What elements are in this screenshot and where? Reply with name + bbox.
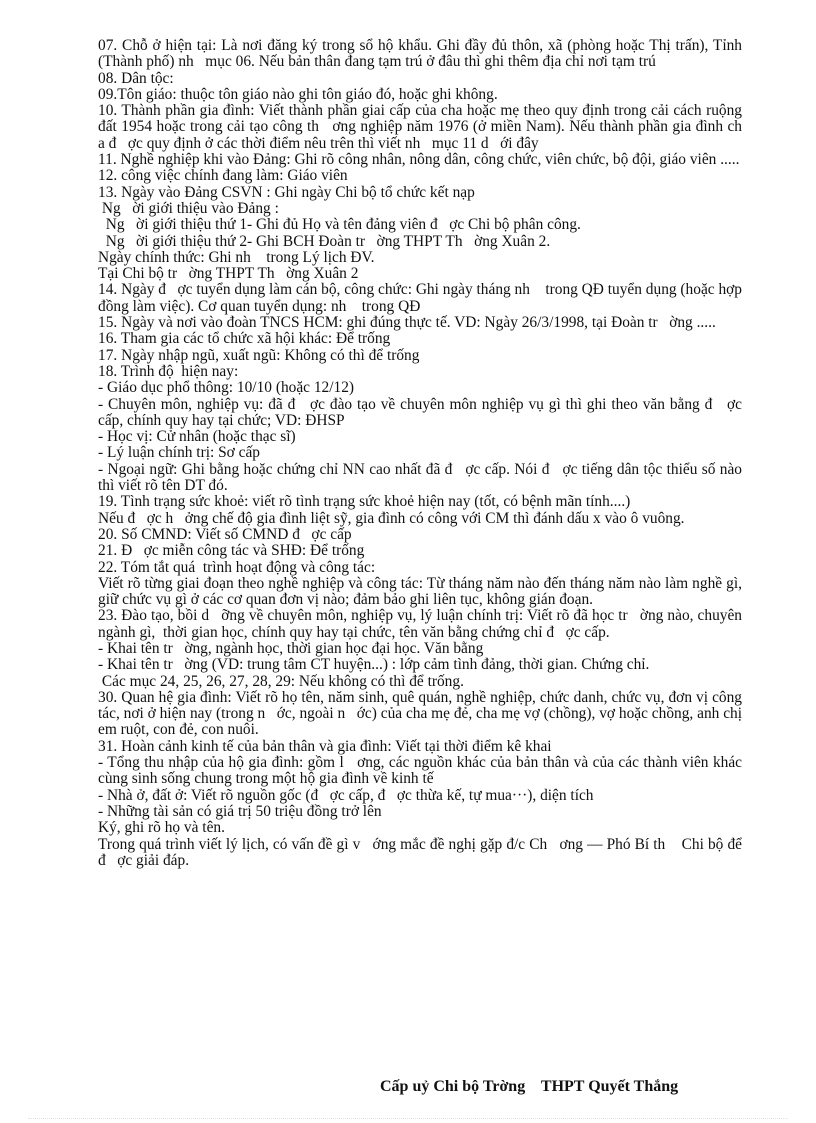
introducer-1: Ng ời giới thiệu thứ 1- Ghi đủ Họ và tên đảng viên đ ợc Chi bộ phân công. <box>98 216 581 234</box>
item-21-exemption: 21. Đ ợc miễn công tác và SHĐ: Để trống <box>98 542 365 560</box>
item-19-health: 19. Tình trạng sức khoẻ: viết rõ tình trạng sức khoẻ hiện nay (tốt, có bệnh mãn tính....) <box>98 493 631 511</box>
item-07-current-address: 07. Chỗ ở hiện tại: Là nơi đăng ký trong sổ hộ khẩu. Ghi đầy đủ thôn, xã (phòng hoặc Thị trấn), Tỉnh (Thành phố) nh mục 06. Nếu bản thân đang tạm trú ở đâu thì ghi thêm địa chỉ nơi tạm trú <box>98 37 746 71</box>
item-17-military: 17. Ngày nhập ngũ, xuất ngũ: Không có thì để trống <box>98 346 420 364</box>
martyr-family-note: Nếu đ ợc h ởng chế độ gia đình liệt sỹ, gia đình có công với CM thì đánh dấu x vào ô vuông. <box>98 509 685 527</box>
valuable-assets: - Những tài sản có giá trị 50 triệu đồng trở lên <box>98 802 382 820</box>
general-education: - Giáo dục phổ thông: 10/10 (hoặc 12/12) <box>98 379 355 397</box>
political-theory: - Lý luận chính trị: Sơ cấp <box>98 444 261 462</box>
item-22-work-history-heading: 22. Tóm tắt quá trình hoạt động và công tác: <box>98 558 376 576</box>
professional-qualification: - Chuyên môn, nghiệp vụ: đã đ ợc đào tạo về chuyên môn nghiệp vụ gì thì ghi theo văn bằng đ ợc cấp, chính quy hay tại chức; VD: ĐHSP <box>98 395 746 429</box>
item-10-family-class: 10. Thành phần gia đình: Viết thành phần giai cấp của cha hoặc mẹ theo quy định trong cải cách ruộng đất 1954 hoặc trong cải tạo công th ơng nghiệp năm 1976 (ở miền Nam). Nếu thành phần gia đình ch a đ ợc quy định ở các thời điểm nêu trên thì viết nh mục 11 d ới đây <box>98 102 754 152</box>
item-09-religion: 09.Tôn giáo: thuộc tôn giáo nào ghi tôn giáo đó, hoặc ghi không. <box>98 85 498 103</box>
item-18-education-heading: 18. Trình độ hiện nay: <box>98 362 239 380</box>
foreign-language: - Ngoại ngữ: Ghi bằng hoặc chứng chỉ NN cao nhất đã đ ợc cấp. Nói đ ợc tiếng dân tộc thiểu số nào thì viết rõ tên DT đó. <box>98 460 746 495</box>
item-14-recruitment: 14. Ngày đ ợc tuyển dụng làm cán bộ, công chức: Ghi ngày tháng nh trong QĐ tuyển dụng (hoặc hợp đồng làm việc). Cơ quan tuyển dụng: nh trong QĐ <box>98 281 746 315</box>
official-date: Ngày chính thức: Ghi nh trong Lý lịch ĐV. <box>98 248 375 266</box>
item-12-current-job: 12. công việc chính đang làm: Giáo viên <box>98 167 348 185</box>
introducer-heading: Ng ời giới thiệu vào Đảng : <box>98 199 279 217</box>
item-20-id-card: 20. Số CMND: Viết số CMND đ ợc cấp <box>98 525 352 543</box>
item-11-occupation: 11. Nghề nghiệp khi vào Đảng: Ghi rõ công nhân, nông dân, công chức, viên chức, bộ đội, giáo viên ..... <box>98 151 740 169</box>
household-income: - Tổng thu nhập của hộ gia đình: gồm l ơng, các nguồn khác của bản thân và của các thành viên khác cùng sinh sống chung trong một hộ gia đình về kinh tế <box>98 754 746 788</box>
contact-note: Trong quá trình viết lý lịch, có vấn đề gì v ớng mắc đề nghị gặp đ/c Ch ơng — Phó Bí th Chi bộ để đ ợc giải đáp. <box>98 835 746 869</box>
item-23-training: 23. Đào tạo, bồi d ỡng về chuyên môn, nghiệp vụ, lý luận chính trị: Viết rõ đã học tr ờng nào, chuyên ngành gì, thời gian học, chính quy hay tại chức, tên văn bằng chứng chỉ đ ợc cấp. <box>98 607 746 641</box>
sign-instruction: Ký, ghi rõ họ và tên. <box>98 819 225 837</box>
work-history-detail: Viết rõ từng giai đoạn theo nghề nghiệp và công tác: Từ tháng năm nào đến tháng năm nào làm nghề gì, giữ chức vụ gì ở các cơ quan đơn vị nào; đảm bảo ghi liên tục, không gián đoạn. <box>98 574 746 609</box>
item-15-youth-union: 15. Ngày và nơi vào đoàn TNCS HCM: ghi đúng thực tế. VD: Ngày 26/3/1998, tại Đoàn tr ờng ..... <box>98 314 716 332</box>
document-body <box>98 37 754 869</box>
training-political: - Khai tên tr ờng (VD: trung tâm CT huyện...) : lớp cảm tình đảng, thời gian. Chứng chỉ. <box>98 656 650 674</box>
item-16-social-orgs: 16. Tham gia các tổ chức xã hội khác: Để trống <box>98 330 391 348</box>
training-university: - Khai tên tr ờng, ngành học, thời gian học đại học. Văn bằng <box>98 639 484 657</box>
academic-degree: - Học vị: Cử nhân (hoặc thạc sĩ) <box>98 428 296 446</box>
item-08-ethnicity: 08. Dân tộc: <box>98 69 174 87</box>
party-cell: Tại Chi bộ tr ờng THPT Th ờng Xuân 2 <box>98 265 359 283</box>
signature-line: Cấp uỷ Chi bộ Trờng THPT Quyết Thắng <box>380 1078 679 1095</box>
housing-land: - Nhà ở, đất ở: Viết rõ nguồn gốc (đ ợc cấp, đ ợc thừa kế, tự mua···), diện tích <box>98 786 594 804</box>
item-13-party-admission: 13. Ngày vào Đảng CSVN : Ghi ngày Chi bộ tổ chức kết nạp <box>98 183 475 201</box>
item-30-family-relations: 30. Quan hệ gia đình: Viết rõ họ tên, năm sinh, quê quán, nghề nghiệp, chức danh, chức vụ, đơn vị công tác, nơi ở hiện nay (trong n ớc, ngoài n ớc) của cha mẹ đẻ, cha mẹ vợ (chồng), vợ hoặc chồng, anh chị em ruột, con đẻ, con nuôi. <box>98 688 746 739</box>
item-31-economic-status: 31. Hoàn cảnh kinh tế của bản thân và gia đình: Viết tại thời điểm kê khai <box>98 737 552 755</box>
page-bottom-divider <box>28 1118 788 1119</box>
introducer-2: Ng ời giới thiệu thứ 2- Ghi BCH Đoàn tr ờng THPT Th ờng Xuân 2. <box>98 232 551 250</box>
items-24-29-note: Các mục 24, 25, 26, 27, 28, 29: Nếu không có thì để trống. <box>98 672 464 690</box>
